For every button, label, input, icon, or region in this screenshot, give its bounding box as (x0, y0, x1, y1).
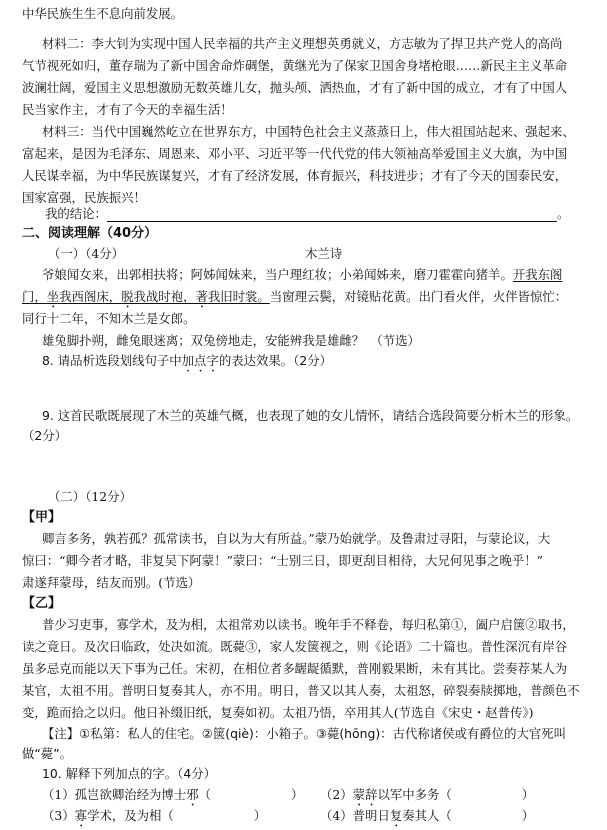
q10-item-4-dotted: 复 (389, 808, 403, 823)
dotted-char-zhuo: 著 (195, 289, 208, 304)
jia-line-2: 惊曰：“卿今者才略，非复吴下阿蒙！”蒙曰：“士别三日，即更刮目相待，大兄何见事之晚乎！” (22, 553, 543, 568)
q10-item-3: （3）寡学术，及为相（ ） (42, 808, 267, 823)
yi-line-5: 变，跪而拾之以归。他日补缀旧纸，复奏如初。太祖乃悟，卒用其人(节选自《宋史・赵普传》) (22, 705, 534, 720)
yi-line-1: 普少习吏事，寡学术，及为相，太祖常劝以读书。晚年手不释卷，每归私第①，阖户启箧②取书， (42, 617, 575, 632)
intro-line: 中华民族生生不息向前发展。 (22, 6, 184, 21)
part1-header: （一）（4分） (48, 246, 125, 261)
answer-space-8[interactable] (22, 372, 582, 404)
material2-line-2: 气节视死如归，董存瑞为了新中国舍命炸碉堡，黄继光为了保家卫国舍身堵枪眼……新民主主义革命 (22, 58, 568, 73)
underlined-text: 门， (22, 289, 47, 304)
material2-line-4: 民当家作主，才有了今天的幸福生活！ (22, 102, 233, 117)
notes-line-1: 【注】①私第：私人的住宅。②箧(qiè)：小箱子。③薨(hōng)：古代称诸侯或有爵位的大官死叫 (42, 726, 567, 741)
q10-item-2-dotted: 蒙辞 (352, 787, 378, 802)
poem-title: 木兰诗 (305, 246, 343, 261)
material3-line-2: 富起来，是因为毛泽东、周恩来、邓小平、习近平等一代代党的伟大领袖高举爱国主义大旗，为中国 (22, 146, 568, 161)
q10-item-1: （1）孤岂欲卿治经为博士邪（ ） (42, 787, 304, 802)
material3-line-1: 材料三：当代中国巍然屹立在世界东方，中国特色社会主义蒸蒸日上，伟大祖国站起来、强起来、 (42, 124, 575, 139)
yi-line-2: 读之竟日。及次日临政，处决如流。既薨③，家人发箧视之，则《论语》二十篇也。普性深沉有岸谷 (22, 639, 568, 654)
poem-line-4: 雄兔脚扑朔，雌兔眼迷离；双兔傍地走，安能辨我是雄雌？ （节选） (42, 333, 420, 348)
underlined-sentence-start: 开我东阁 (512, 267, 563, 282)
dotted-char-zuo: 坐 (46, 289, 60, 304)
jia-line-3: 肃遂拜蒙母，结友而别。(节选） (22, 575, 201, 590)
q10-item-2: （2）蒙辞以军中多务（ ） (320, 787, 535, 802)
underlined-text: 我旧时裳。 (207, 289, 270, 304)
q10-item-3-dotted: 寡 (74, 808, 88, 823)
question-8-dotted: 加点字 (181, 353, 219, 368)
conclusion-answer-blank[interactable] (107, 209, 557, 222)
material3-line-3: 人民谋幸福，为中华民族谋复兴，才有了经济发展，体育振兴，科技进步；才有了今天的国泰民安， (22, 168, 568, 183)
jia-label: 【甲】 (22, 510, 62, 525)
conclusion-end: 。 (556, 206, 570, 221)
dotted-char-tuo: 脱 (121, 289, 134, 304)
q10-item-4: （4）普明日复奏其人（ ） (320, 808, 535, 823)
question-8-text-end: 的表达效果。（2分） (218, 353, 333, 368)
material2-line-3: 波澜壮阔，爱国主义思想激励无数英雄儿女，抛头颅、洒热血，才有了新中国的成立，才有了中国人 (22, 80, 568, 95)
poem-line-3: 同行十二年，不知木兰是女郎。 (22, 311, 196, 326)
poem-line-2 (22, 289, 607, 311)
section-reading-title: 二、阅读理解（40分） (22, 226, 158, 241)
conclusion-line (45, 206, 607, 222)
question-8-text: 8. 请品析选段划线句子中 (42, 353, 182, 368)
jia-line-1: 卿言多务，孰若孤？孤常读书，自以为大有所益。”蒙乃始就学。及鲁肃过寻阳，与蒙论议，大 (42, 531, 551, 546)
yi-line-3: 虽多忌克而能以天下事为己任。宋初，在相位者多龌龊循默，普刚毅果断，未有其比。尝奏荐某人为 (22, 661, 568, 676)
question-10: 10. 解释下列加点的字。（4分） (42, 766, 217, 781)
material2-line-1: 材料二：李大钊为实现中国人民幸福的共产主义理想英勇就义，方志敏为了捍卫共产党人的高尚 (42, 36, 563, 51)
part2-header: （二）（12分） (48, 489, 132, 504)
question-9-line-2: （2分） (22, 428, 68, 443)
poem-line-1 (42, 267, 607, 283)
underlined-text: 我战时袍， (133, 289, 196, 304)
material3-line-4: 国家富强，民族振兴！ (22, 190, 146, 205)
poem-line-2-rest: 当窗理云鬓，对镜贴花黄。出门看火伴，火伴皆惊忙： (269, 289, 568, 304)
yi-label: 【乙】 (22, 596, 62, 611)
question-9-line-1: 9. 这首民歌既展现了木兰的英雄气概，也表现了她的女儿情怀，请结合选段简要分析木兰的形象。 (42, 408, 579, 423)
answer-space-9[interactable] (22, 446, 582, 486)
yi-line-4: 某官，太祖不用。普明日复奏其人，亦不用。明日，普又以其人奏，太祖怒，碎裂奏牍掷地，普颜色不 (22, 683, 580, 698)
poem-line-1-text: 爷娘闻女来，出郭相扶将；阿姊闻妹来，当户理红妆；小弟闻姊来，磨刀霍霍向猪羊。 (42, 267, 513, 282)
notes-line-2: 做“薨”。 (22, 746, 73, 761)
q10-item-1-dotted: 邪 (186, 787, 199, 802)
underlined-text: 我西阁床， (59, 289, 122, 304)
conclusion-label: 我的结论： (45, 206, 107, 221)
